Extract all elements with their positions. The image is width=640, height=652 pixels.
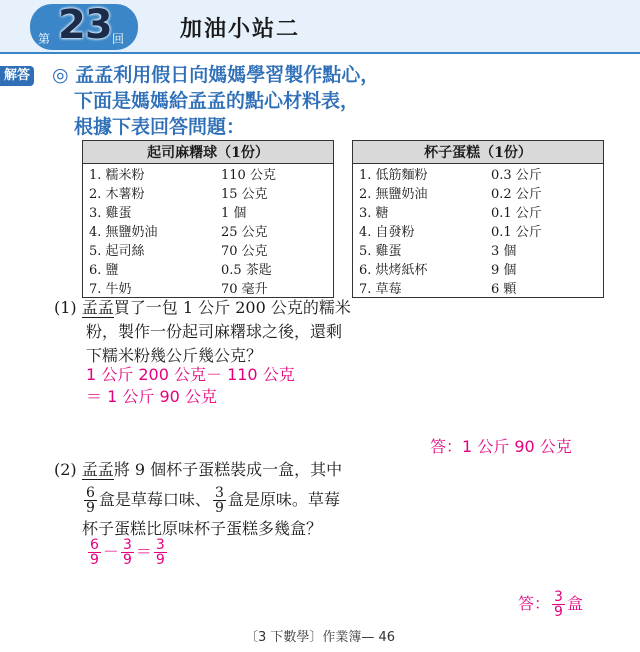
table-row: 2. 木薯粉 15 公克 [89, 187, 268, 202]
q1-work-2: ＝ 1 公斤 90 公克 [86, 387, 217, 406]
q1-line-3: 下糯米粉幾公斤幾公克？ [86, 346, 263, 365]
q2-work [86, 538, 169, 567]
q2-line-2-end: 盒是原味。草莓 [227, 490, 340, 509]
page-title: 加油小站二 [180, 17, 301, 42]
q2-line-3: 杯子蛋糕比原味杯子蛋糕多幾盒？ [82, 519, 323, 538]
table-row: 6. 烘烤紙杯 9 個 [359, 263, 517, 278]
table-row: 1. 糯米粉 110 公克 [89, 168, 276, 183]
q1-work-1: 1 公斤 200 公克－ 110 公克 [86, 365, 295, 384]
table-row: 5. 起司絲 70 公克 [89, 244, 268, 259]
q2-answer: 答： $\frac{3}{9}$ 盒 [518, 589, 583, 620]
lesson-number: 23 [58, 2, 112, 48]
table-row: 5. 雞蛋 3 個 [359, 244, 517, 259]
intro-line-2: 下面是媽媽給孟孟的點心材料表， [74, 90, 360, 112]
table-row: 3. 糖 0.1 公斤 [359, 206, 542, 221]
fraction: $\frac{3}{9}$ [155, 537, 165, 568]
person-name: 孟孟 [81, 298, 114, 317]
intro-text [52, 62, 622, 140]
table-row: 7. 牛奶 70 毫升 [89, 282, 268, 297]
question-label: (1) [54, 298, 77, 317]
table-row: 1. 低筋麵粉 0.3 公斤 [359, 168, 542, 183]
question-2 [54, 458, 634, 541]
fraction: $\frac{6}{9}$ [90, 537, 99, 568]
table-row: 6. 鹽 0.5 茶匙 [89, 263, 272, 278]
fraction: $\frac{3}{9}$ [554, 589, 563, 620]
table-row: 3. 雞蛋 1 個 [89, 206, 247, 221]
table-header: 杯子蛋糕（1份） [353, 141, 604, 164]
intro-line-3: 根據下表回答問題： [74, 116, 246, 138]
answer-tag: 解答 [0, 66, 34, 86]
intro-line-1: 孟孟利用假日向媽媽學習製作點心， [75, 64, 380, 86]
badge-prefix: 第 [38, 32, 51, 46]
minus-sign: － [102, 542, 119, 561]
q2-line-1: 將 9 個杯子蛋糕裝成一盒，其中 [113, 460, 343, 479]
circle-marker-icon: ◎ [52, 64, 69, 86]
fraction: $\frac{3}{9}$ [122, 537, 132, 568]
table-header: 起司麻糬球（1份） [83, 141, 334, 164]
header-divider [0, 52, 640, 54]
cheese-mochi-table [82, 140, 334, 298]
fraction: $\frac{3}{9}$ [214, 485, 224, 516]
person-name: 孟孟 [81, 460, 114, 479]
question-label: (2) [54, 460, 77, 479]
table-row: 4. 自發粉 0.1 公斤 [359, 225, 542, 240]
table-row: 4. 無鹽奶油 25 公克 [89, 225, 268, 240]
q1-answer: 答：1 公斤 90 公克 [430, 437, 572, 456]
q1-line-2: 粉，製作一份起司麻糬球之後，還剩 [86, 322, 343, 341]
question-1 [54, 296, 634, 368]
q2-line-2-mid: 盒是草莓口味、 [98, 490, 211, 509]
cupcake-table [352, 140, 604, 298]
badge-suffix: 回 [112, 32, 125, 46]
table-row: 7. 草莓 6 顆 [359, 282, 517, 297]
q1-line-1: 買了一包 1 公斤 200 公克的糯米 [113, 298, 351, 317]
page-footer: 〔3 下數學〕作業簿— 46 [244, 630, 396, 645]
fraction: $\frac{6}{9}$ [86, 485, 95, 516]
table-row: 2. 無鹽奶油 0.2 公斤 [359, 187, 542, 202]
equals-sign: ＝ [135, 542, 152, 561]
